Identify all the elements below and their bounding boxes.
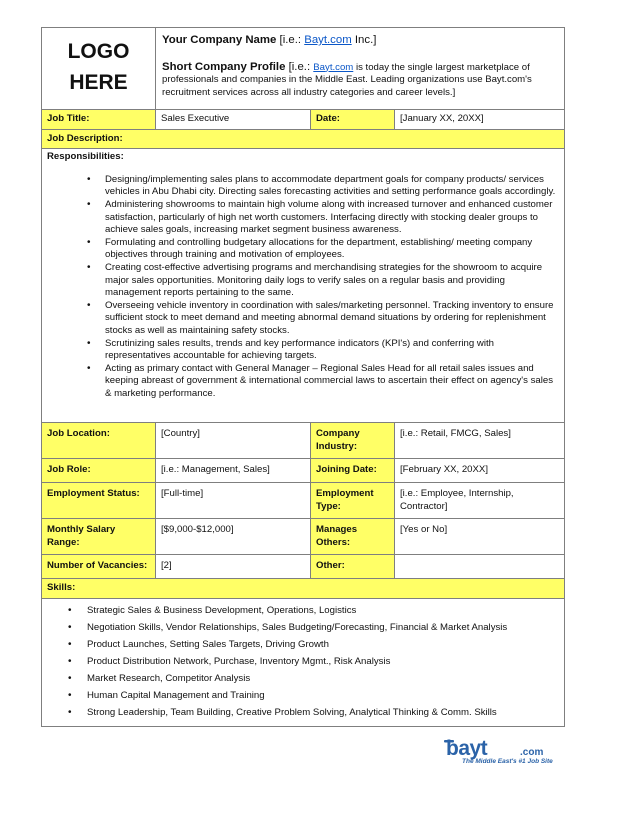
logo-domain: .com xyxy=(520,747,544,758)
profile-text: is today the single largest marketplace of professionals and companies in the Middle East. Leading organizations use Bayt.com's recruitment services across all industry categories and career levels.] xyxy=(162,61,532,98)
detail-value: [Full-time] xyxy=(156,482,311,518)
skills-header-row xyxy=(42,578,565,598)
job-title-row xyxy=(42,110,565,130)
profile-link[interactable]: Bayt.com xyxy=(313,61,354,73)
responsibility-item: • Formulating and controlling budgetary allocations for the department, establishing/ meeting company objectives through training and motivation of employees. xyxy=(47,237,559,262)
company-name-label: Your Company Name xyxy=(162,34,277,46)
job-details xyxy=(42,423,565,579)
skill-item: • Human Capital Management and Training xyxy=(47,690,559,703)
detail-value: [i.e.: Management, Sales] xyxy=(156,459,311,483)
responsibilities-row xyxy=(42,149,565,423)
detail-value: [Country] xyxy=(156,423,311,459)
detail-label: Joining Date: xyxy=(311,459,395,483)
job-description-header-row xyxy=(42,129,565,149)
detail-row xyxy=(42,555,565,579)
skill-item: • Product Distribution Network, Purchase, Inventory Mgmt., Risk Analysis xyxy=(47,656,559,669)
responsibility-item: • Designing/implementing sales plans to accommodate department goals for company products/ services vehicles in Abu Dhabi city. Directing sales forecasting activities and setting performance goals accordingly. xyxy=(47,174,559,199)
job-description-table xyxy=(41,27,565,727)
skill-item: • Negotiation Skills, Vendor Relationships, Sales Budgeting/Forecasting, Financial & Market Analysis xyxy=(47,622,559,635)
detail-label: Job Role: xyxy=(42,459,156,483)
detail-value: [i.e.: Employee, Internship, Contractor] xyxy=(395,482,565,518)
skills-label: Skills: xyxy=(42,578,565,598)
detail-value: [February XX, 20XX] xyxy=(395,459,565,483)
logo-line-2: HERE xyxy=(69,71,128,94)
detail-value: [i.e.: Retail, FMCG, Sales] xyxy=(395,423,565,459)
detail-label: Company Industry: xyxy=(311,423,395,459)
responsibility-item: • Scrutinizing sales results, trends and key performance indicators (KPI's) and conferring with representatives accountable for achieving targets. xyxy=(47,338,559,363)
profile-prefix: [i.e.: xyxy=(285,60,314,73)
skills-list xyxy=(47,605,559,720)
logo-wordmark: bayt xyxy=(446,737,488,760)
header-row xyxy=(42,28,565,110)
responsibilities-cell xyxy=(42,149,565,423)
company-profile xyxy=(162,61,558,100)
responsibility-item: • Administering showrooms to maintain high volume along with increased turnover and enhanced customer satisfaction, particularly of high net worth customers. Interfacing directly with stocking dealer groups to achieve sales goals, increasing market segment business awareness. xyxy=(47,199,559,237)
detail-label: Monthly Salary Range: xyxy=(42,519,156,555)
detail-label: Other: xyxy=(311,555,395,579)
date-label: Date: xyxy=(311,110,395,130)
job-title-label: Job Title: xyxy=(42,110,156,130)
detail-value: [$9,000-$12,000] xyxy=(156,519,311,555)
job-description-label: Job Description: xyxy=(42,129,565,149)
detail-row xyxy=(42,519,565,555)
detail-value: [Yes or No] xyxy=(395,519,565,555)
responsibilities-list xyxy=(47,174,559,401)
company-name-suffix: Inc.] xyxy=(351,34,377,46)
detail-label: Job Location: xyxy=(42,423,156,459)
detail-row xyxy=(42,482,565,518)
logo-line-1: LOGO xyxy=(67,40,130,63)
date-value: [January XX, 20XX] xyxy=(395,110,565,130)
responsibilities-label: Responsibilities: xyxy=(47,151,124,163)
skills-cell xyxy=(42,598,565,727)
detail-row xyxy=(42,423,565,459)
detail-label: Manages Others: xyxy=(311,519,395,555)
company-name xyxy=(162,34,558,47)
company-info-cell xyxy=(156,28,565,110)
job-title-value: Sales Executive xyxy=(156,110,311,130)
detail-value: [2] xyxy=(156,555,311,579)
skill-item: • Product Launches, Setting Sales Targets, Driving Growth xyxy=(47,639,559,652)
detail-value xyxy=(395,555,565,579)
skill-item: • Strategic Sales & Business Development, Operations, Logistics xyxy=(47,605,559,618)
skill-item: • Strong Leadership, Team Building, Creative Problem Solving, Analytical Thinking & Comm. Skills xyxy=(47,707,559,720)
skills-row xyxy=(42,598,565,727)
detail-label: Employment Type: xyxy=(311,482,395,518)
detail-row xyxy=(42,459,565,483)
logo-tagline: The Middle East's #1 Job Site xyxy=(462,758,553,765)
responsibility-item: • Creating cost-effective advertising programs and merchandising strategies for the showroom to acquire major sales opportunities. Monitoring daily logs to verify sales on a regular basis and providing management reports pertaining to the same. xyxy=(47,262,559,300)
detail-label: Number of Vacancies: xyxy=(42,555,156,579)
job-description-document xyxy=(41,27,564,727)
company-name-link[interactable]: Bayt.com xyxy=(304,34,352,46)
detail-label: Employment Status: xyxy=(42,482,156,518)
logo-placeholder xyxy=(42,28,156,110)
responsibility-item: • Acting as primary contact with General Manager – Regional Sales Head for all retail sales issues and keeping abreast of government & international commercial laws to ascertain their effect on agency's sales & marketing performance. xyxy=(47,363,559,401)
responsibility-item: • Overseeing vehicle inventory in coordination with sales/marketing personnel. Tracking inventory to ensure sufficient stock to meet demand and meeting abnormal demand situations by ordering for replenishment stocks as well as maintaining safety stocks. xyxy=(47,300,559,338)
skill-item: • Market Research, Competitor Analysis xyxy=(47,673,559,686)
profile-label: Short Company Profile xyxy=(162,60,286,73)
company-name-prefix: [i.e.: xyxy=(276,34,305,46)
